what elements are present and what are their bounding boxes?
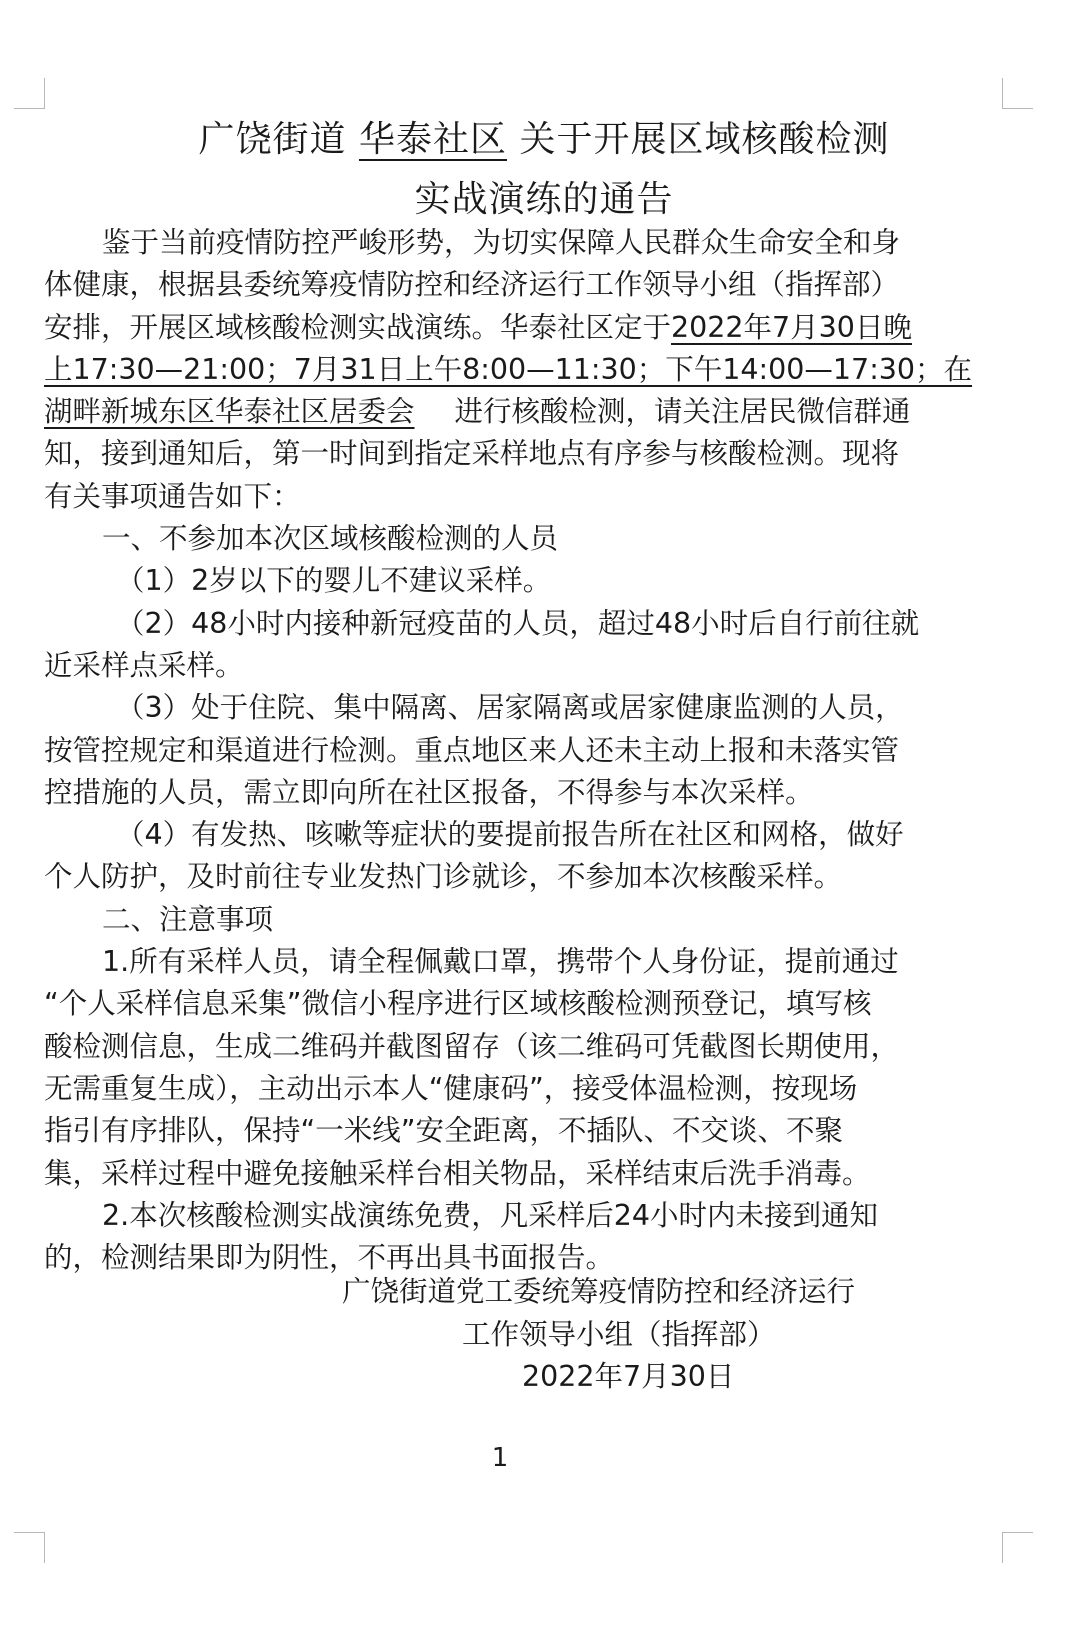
body-line: 控措施的人员，需立即向所在社区报备，不得参与本次采样。 <box>44 775 814 809</box>
filled-blank-date: 2022年7月30日晚 <box>671 310 912 344</box>
page-corner-mark-top-left <box>14 78 45 109</box>
filled-blank-location: 湖畔新城东区华泰社区居委会 <box>44 395 415 429</box>
body-line: 有关事项通告如下： <box>44 479 301 513</box>
body-line: 鉴于当前疫情防控严峻形势，为切实保障人民群众生命安全和身 <box>102 226 901 259</box>
title-street: 广饶街道 <box>198 119 347 160</box>
filled-blank-time: 上17:30—21:00；7月31日上午8:00—11:30；下午14:00—17:30；在 <box>44 352 973 386</box>
body-line: 知，接到通知后，第一时间到指定采样地点有序参与核酸检测。现将 <box>44 437 900 471</box>
body-line: 个人防护，及时前往专业发热门诊就诊，不参加本次核酸采样。 <box>44 860 843 894</box>
section-heading-2: 二、注意事项 <box>102 902 274 936</box>
body-line: 集，采样过程中避免接触采样台相关物品，采样结束后洗手消毒。 <box>44 1156 871 1190</box>
body-line: 无需重复生成），主动出示本人“健康码”，接受体温检测，按现场 <box>44 1071 858 1105</box>
list-item: （3）处于住院、集中隔离、居家隔离或居家健康监测的人员， <box>116 691 904 725</box>
body-line: 近采样点采样。 <box>44 648 244 682</box>
list-item: 2.本次核酸检测实战演练免费，凡采样后24小时内未接到通知 <box>102 1198 878 1232</box>
body-text: 进行核酸检测，请关注居民微信群通 <box>454 395 911 429</box>
document-title-line-2: 实战演练的通告 <box>414 179 674 220</box>
list-item: （1）2岁以下的婴儿不建议采样。 <box>116 564 552 598</box>
document-title-line-1 <box>44 116 1044 164</box>
body-line: 体健康，根据县委统筹疫情防控和经济运行工作领导小组（指挥部） <box>44 268 900 302</box>
list-item: （2）48小时内接种新冠疫苗的人员，超过48小时后自行前往就 <box>116 606 920 640</box>
list-item: 1.所有采样人员，请全程佩戴口罩，携带个人身份证，提前通过 <box>102 945 899 979</box>
page-number: 1 <box>491 1443 509 1473</box>
page-corner-mark-top-right <box>1002 78 1033 109</box>
body-line <box>44 391 1044 433</box>
list-item: （4）有发热、咳嗽等症状的要提前报告所在社区和网格，做好 <box>116 818 904 852</box>
signature-date: 2022年7月30日 <box>522 1360 735 1393</box>
title-subject: 关于开展区域核酸检测 <box>519 119 890 160</box>
body-line: 按管控规定和渠道进行检测。重点地区来人还未主动上报和未落实管 <box>44 733 900 767</box>
body-line: “个人采样信息采集”微信小程序进行区域核酸检测预登记，填写核 <box>44 987 872 1021</box>
body-line: 指引有序排队，保持“一米线”安全距离，不插队、不交谈、不聚 <box>44 1114 844 1148</box>
body-line <box>44 307 1044 349</box>
title-community-filled-blank: 华泰社区 <box>358 119 507 160</box>
page-corner-mark-bottom-left <box>14 1532 45 1563</box>
body-line: 的，检测结果即为阴性，不再出具书面报告。 <box>44 1241 615 1275</box>
section-heading-1: 一、不参加本次区域核酸检测的人员 <box>102 522 559 556</box>
document-body <box>44 222 1044 1279</box>
body-line: 酸检测信息，生成二维码并截图留存（该二维码可凭截图长期使用， <box>44 1029 900 1063</box>
signature-issuer-line-2: 工作领导小组（指挥部） <box>462 1318 776 1351</box>
page-corner-mark-bottom-right <box>1002 1532 1033 1563</box>
body-text: 安排，开展区域核酸检测实战演练。华泰社区定于 <box>44 310 672 344</box>
signature-issuer-line-1: 广饶街道党工委统筹疫情防控和经济运行 <box>342 1275 856 1308</box>
